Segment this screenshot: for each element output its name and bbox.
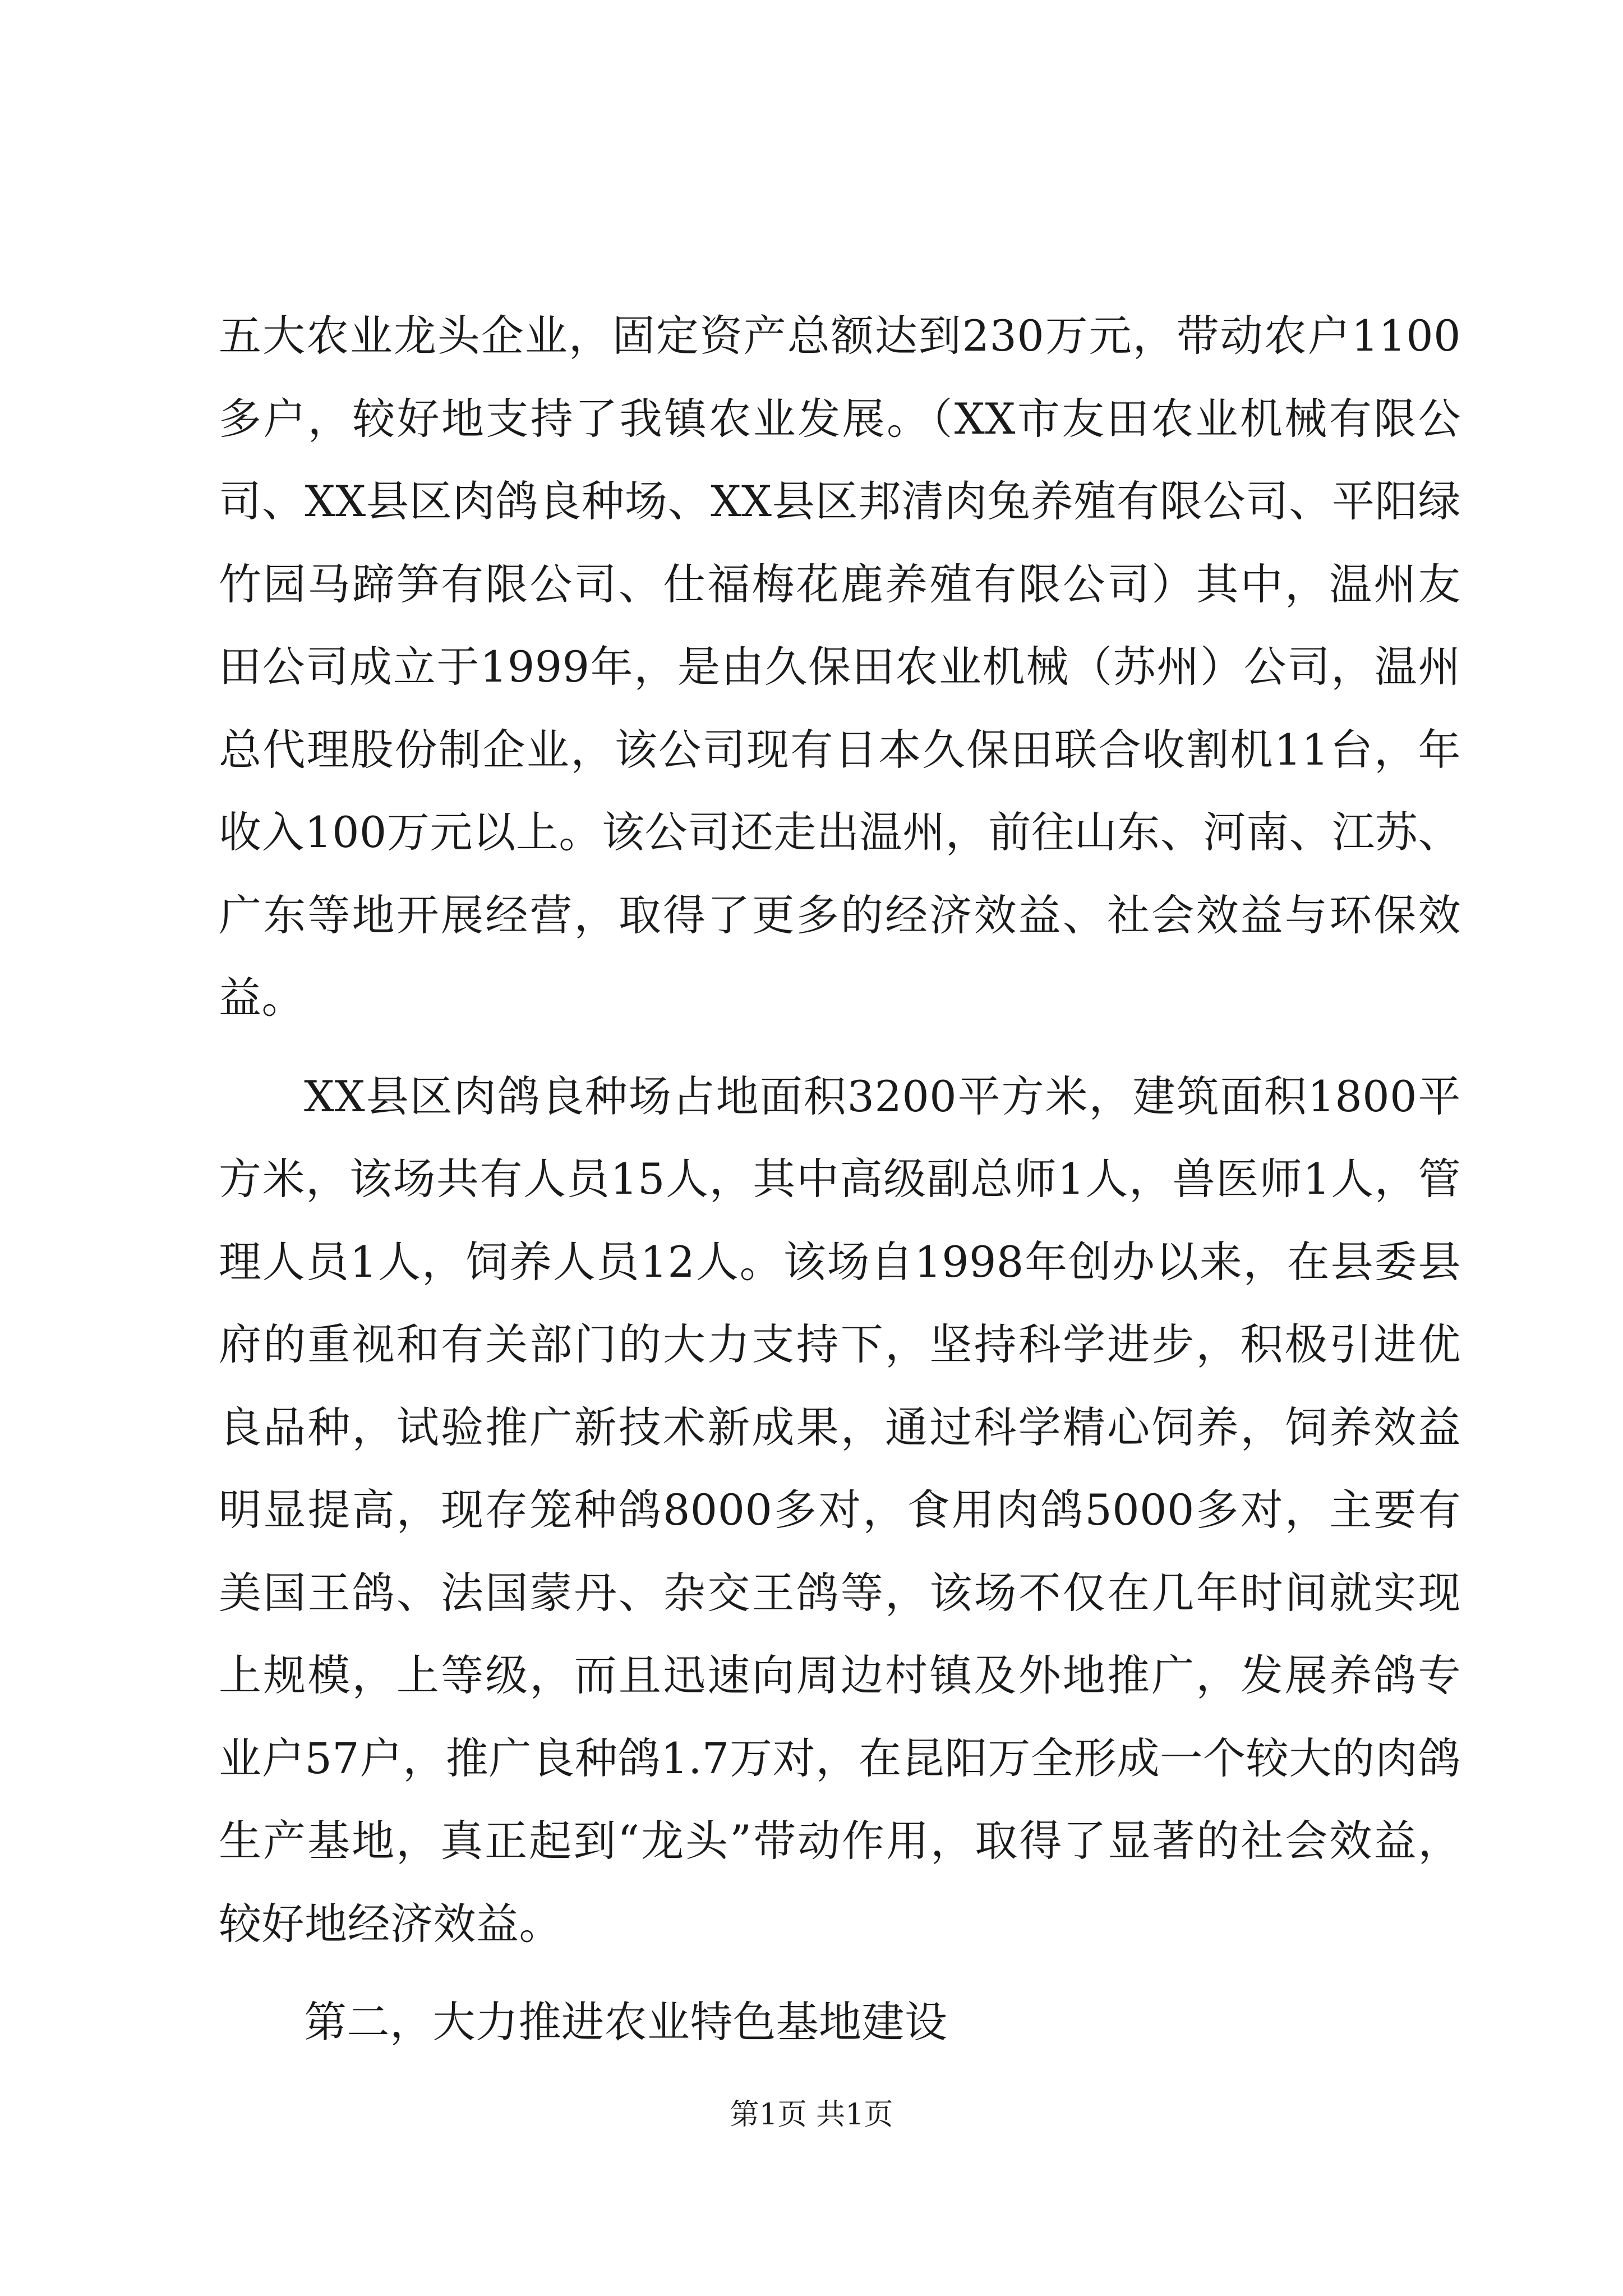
paragraph-pigeon-farm: XX县区肉鸽良种场占地面积3200平方米，建筑面积1800平方米，该场共有人员15人，其中高级副总师1人，兽医师1人，管理人员1人，饲养人员12人。该场自1998年创办以来，在县委县府的重视和有关部门的大力支持下，坚持科学进步，积极引进优良品种，试验推广新技术新成果，通过科学精心饲养，饲养效益明显提高，现存笼种鸽8000多对，食用肉鸽5000多对，主要有美国王鸽、法国蒙丹、杂交王鸽等，该场不仅在几年时间就实现上规模，上等级，而且迅速向周边村镇及外地推广，发展养鸽专业户57户，推广良种鸽1.7万对，在昆阳万全形成一个较大的肉鸽生产基地，真正起到“龙头”带动作用，取得了显著的社会效益，较好地经济效益。 <box>219 1071 1461 1949</box>
page-footer <box>0 2095 1623 2134</box>
page-number: 第1页 共1页 <box>730 2098 893 2132</box>
document-body <box>219 295 1461 2064</box>
section-heading: 第二，大力推进农业特色基地建设 <box>304 1997 948 2047</box>
paragraph-enterprises: 五大农业龙头企业，固定资产总额达到230万元，带动农户1100多户，较好地支持了我镇农业发展。（XX市友田农业机械有限公司、XX县区肉鸽良种场、XX县区邦清肉兔养殖有限公司、平阳绿竹园马蹄笋有限公司、仕福梅花鹿养殖有限公司）其中，温州友田公司成立于1999年，是由久保田农业机械（苏州）公司，温州总代理股份制企业，该公司现有日本久保田联合收割机11台，年收入100万元以上。该公司还走出温州，前往山东、河南、江苏、广东等地开展经营，取得了更多的经济效益、社会效益与环保效益。 <box>219 311 1461 1023</box>
